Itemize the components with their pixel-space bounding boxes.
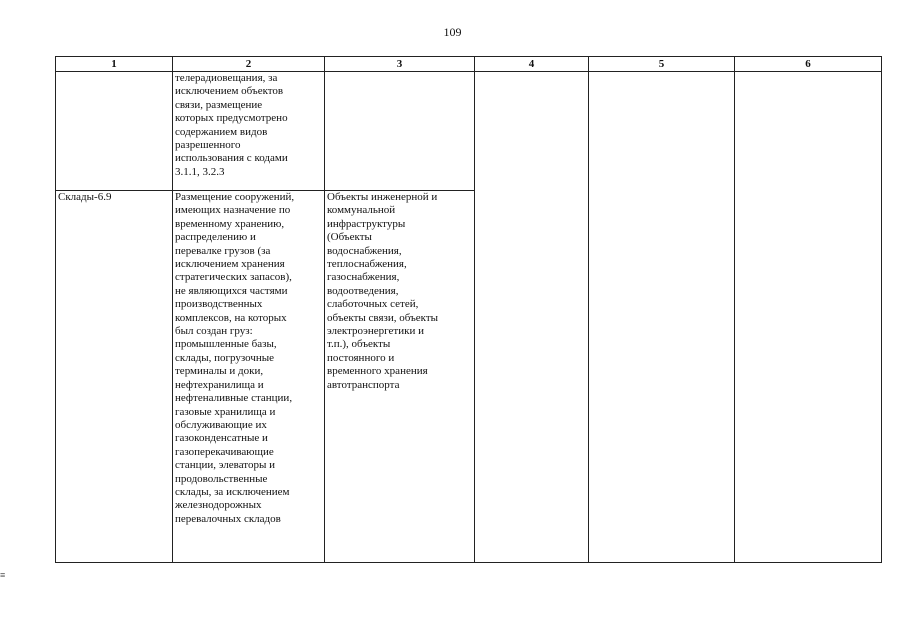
cell-column-4 bbox=[475, 72, 589, 563]
column-header-1: 1 bbox=[56, 57, 173, 72]
cell-use-type: Склады-6.9 bbox=[56, 191, 173, 563]
page-number: 109 bbox=[443, 25, 462, 39]
cell-column-6 bbox=[735, 72, 882, 563]
column-header-3: 3 bbox=[325, 57, 475, 72]
cell-use-description: телерадиовещания, за исключением объектов связи, размещение которых предусмотрено содержанием видов разрешенного использования с кодами 3.1.1, 3.2.3 bbox=[173, 72, 325, 191]
table-header-row bbox=[56, 57, 882, 72]
column-header-4: 4 bbox=[475, 57, 589, 72]
column-header-5: 5 bbox=[589, 57, 735, 72]
column-header-6: 6 bbox=[735, 57, 882, 72]
cell-use-type bbox=[56, 72, 173, 191]
cell-auxiliary-use: Объекты инженерной и коммунальной инфраструктуры (Объекты водоснабжения, теплоснабжения, газоснабжения, водоотведения, слаботочных сетей, объекты связи, объекты электроэнергетики и т.п.), объекты постоянного и временного хранения автотранспорта bbox=[325, 191, 475, 563]
cell-auxiliary-use bbox=[325, 72, 475, 191]
edge-mark: ≡ bbox=[0, 570, 6, 580]
column-header-2: 2 bbox=[173, 57, 325, 72]
cell-use-description: Размещение сооружений, имеющих назначение по временному хранению, распределению и перевалке грузов (за исключением хранения стратегических запасов), не являющихся частями производственных комплексов, на которых был создан груз: промышленные базы, склады, погрузочные терминалы и доки, нефтехранилища и нефтеналивные станции, газовые хранилища и обслуживающие их газоконденсатные и газоперекачивающие станции, элеваторы и продовольственные склады, за исключением железнодорожных перевалочных складов bbox=[173, 191, 325, 563]
table-row bbox=[56, 72, 882, 191]
regulation-table bbox=[55, 56, 882, 563]
cell-column-5 bbox=[589, 72, 735, 563]
